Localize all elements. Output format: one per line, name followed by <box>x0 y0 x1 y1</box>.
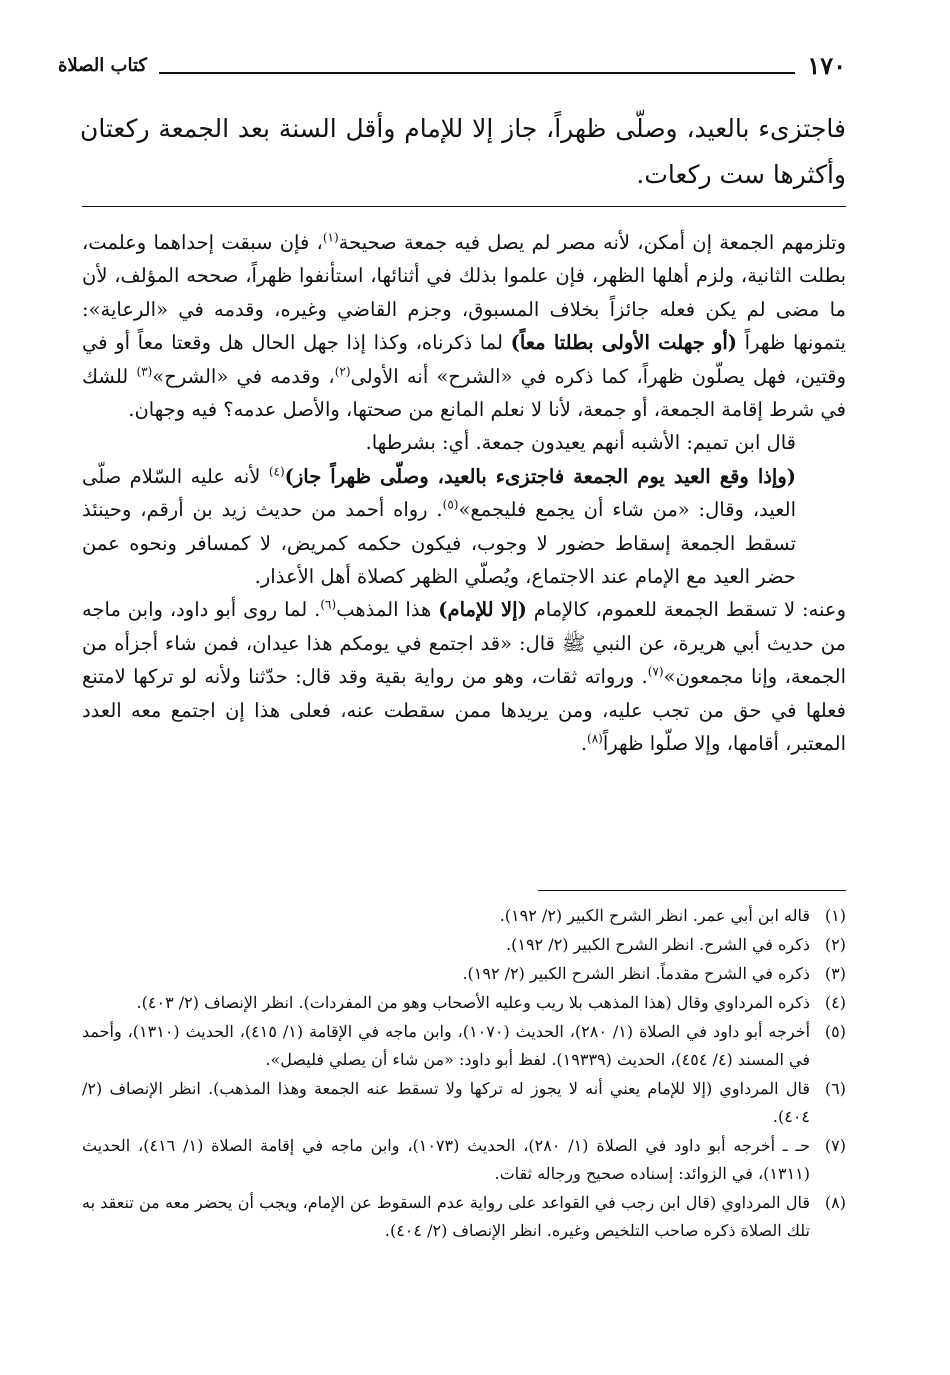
footnote-number: (٦) <box>824 1079 846 1098</box>
matn-quote: (وإذا وقع العيد يوم الجمعة فاجتزىء بالعيد، وصلّى ظهراً جاز) <box>284 464 796 488</box>
footnote-ref: (٦) <box>320 597 337 612</box>
page-header <box>58 50 846 80</box>
footnote <box>82 1075 846 1131</box>
commentary-text-run: ، وقدمه في «الشرح» <box>152 364 335 388</box>
footnote-number: (٧) <box>824 1136 846 1155</box>
footnote <box>82 1189 846 1245</box>
matn-divider <box>82 206 846 207</box>
footnote <box>82 902 846 930</box>
matn-quote: (أو جهلت الأولى بطلتا معاً) <box>510 331 738 355</box>
footnote-text: حـ ـ أخرجه أبو داود في الصلاة (١/ ٢٨٠)، الحديث (١٠٧٣)، وابن ماجه في إقامة الصلاة (١/ ٤١٦)، الحديث (١٣١١)، في الزوائد: إسناده صحيح ورجاله ثقات. <box>82 1136 811 1183</box>
commentary-paragraph-1 <box>82 226 846 426</box>
page-number: ١٧٠ <box>807 51 846 80</box>
footnote-text: ذكره في الشرح. انظر الشرح الكبير (٢/ ١٩٢). <box>506 935 810 954</box>
commentary-text-run: ، فإن سبقت إحداهما وعلمت، بطلت الثانية، ولزم أهلها الظهر، فإن علموا بذلك في أثنائها، استأنفوا ظهراً، صححه المؤلف، لأن ما مضى لم يكن فعله جائزاً بخلاف المسبوق، وجزم القاضي وغيره، وقدمه في «الرعاية»: يتمونها ظهراً <box>82 231 846 355</box>
commentary-text-run: . ورواته ثقات، وهو من رواية بقية وقد قال: حدّثنا ولأنه لو تركها لامتنع فعلها في حق من تجب عليه، ومن يريدها ممن سقطت عنه، فعلى هذا إن اجتمع معه العدد المعتبر، أقامها، وإلا صلّوا ظهراً <box>82 665 846 756</box>
footnotes <box>82 902 846 1246</box>
footnote-number: (٨) <box>824 1193 846 1212</box>
matn-paragraph: فاجتزىء بالعيد، وصلّى ظهراً، جاز إلا للإمام وأقل السنة بعد الجمعة ركعتان وأكثرها ست ركعات. <box>80 114 846 189</box>
commentary-paragraph-4 <box>82 593 846 760</box>
footnote-ref: (١) <box>322 230 339 245</box>
footnote-number: (٢) <box>824 935 846 954</box>
footnote-ref: (٨) <box>587 731 603 746</box>
commentary-text-run: وعنه: لا تسقط الجمعة للعموم، كالإمام <box>526 598 846 622</box>
footnote-ref: (٢) <box>334 364 351 379</box>
footnote-ref: (٤) <box>268 464 285 479</box>
commentary-text-run: . رواه أحمد من حديث زيد بن أرقم، وحينئذ تسقط الجمعة إسقاط حضور لا وجوب، فيكون حكمه كمريض، لا كمسافر ونحوه عمن حضر العيد مع الإمام عند الاجتماع، ويُصلّي الظهر كصلاة أهل الأعذار. <box>82 498 796 589</box>
footnote <box>82 931 846 959</box>
commentary-text-run: للشك في شرط إقامة الجمعة، أو جمعة، لأنا لا نعلم المانع من صحتها، والأصل عدمه؟ فيه وجهان. <box>82 364 846 422</box>
footnote <box>82 1132 846 1188</box>
commentary-text <box>82 226 846 761</box>
footnote-number: (٣) <box>824 964 846 983</box>
footnote <box>82 1018 846 1074</box>
footnote-ref: (٧) <box>647 664 664 679</box>
header-rule <box>159 72 795 74</box>
commentary-text-run: . <box>580 732 588 756</box>
footnote-text: قاله ابن أبي عمر. انظر الشرح الكبير (٢/ ١٩٢). <box>499 906 810 925</box>
footnote-text: قال المرداوي (إلا للإمام يعني أنه لا يجوز له تركها ولا تسقط عنه الجمعة وهذا المذهب). انظر الإنصاف (٢/ ٤٠٤). <box>82 1079 810 1126</box>
commentary-text-run: هذا المذهب <box>336 598 439 622</box>
footnote-number: (٥) <box>824 1022 846 1041</box>
footnote-ref: (٥) <box>442 497 459 512</box>
footnote <box>82 989 846 1017</box>
footnote <box>82 960 846 988</box>
footnote-text: ذكره المرداوي وقال (هذا المذهب بلا ريب وعليه الأصحاب وهو من المفردات). انظر الإنصاف (٢/ ٤٠٣). <box>136 993 810 1012</box>
commentary-paragraph-3 <box>82 460 846 594</box>
commentary-text-run: لما ذكرناه، وكذا إذا جهل الحال هل وقعتا معاً أو في وقتين، فهل يصلّون ظهراً، كما ذكره في «الشرح» أنه الأولى <box>82 331 846 388</box>
footnote-divider <box>538 890 846 891</box>
commentary-text-run: وتلزمهم الجمعة إن أمكن، لأنه مصر لم يصل فيه جمعة صحيحة <box>338 231 846 254</box>
commentary-paragraph-2: قال ابن تميم: الأشبه أنهم يعيدون جمعة. أي: بشرطها. <box>365 431 796 455</box>
footnote-text: قال المرداوي (قال ابن رجب في القواعد على رواية عدم السقوط عن الإمام، ويجب أن يحضر معه من تنعقد به تلك الصلاة ذكره صاحب التلخيص وغيره. انظر الإنصاف (٢/ ٤٠٤). <box>82 1193 810 1240</box>
commentary-text-run: لأنه عليه السّلام صلّى العيد، وقال: «من شاء أن يجمع فليجمع» <box>82 464 796 522</box>
footnote-number: (٤) <box>824 993 846 1012</box>
footnote-ref: (٣) <box>136 364 153 379</box>
commentary-text-run: . لما روى أبو داود، وابن ماجه من حديث أبي هريرة، عن النبي ﷺ قال: «قد اجتمع في يومكم هذا عيدان، فمن شاء أجزأه من الجمعة، وإنا مجمعون» <box>82 598 846 689</box>
book-title: كتاب الصلاة <box>58 55 147 76</box>
footnote-text: أخرجه أبو داود في الصلاة (١/ ٢٨٠)، الحديث (١٠٧٠)، وابن ماجه في الإقامة (١/ ٤١٥)، الحديث (١٣١٠)، وأحمد في المسند (٤/ ٤٥٤)، الحديث (١٩٣٣٩). لفظ أبو داود: «من شاء أن يصلي فليصل». <box>82 1022 811 1069</box>
footnote-number: (١) <box>824 906 846 925</box>
footnote-text: ذكره في الشرح مقدماً. انظر الشرح الكبير (٢/ ١٩٢). <box>462 964 810 983</box>
matn-text <box>80 106 846 198</box>
matn-quote: (إلا للإمام) <box>438 598 527 622</box>
